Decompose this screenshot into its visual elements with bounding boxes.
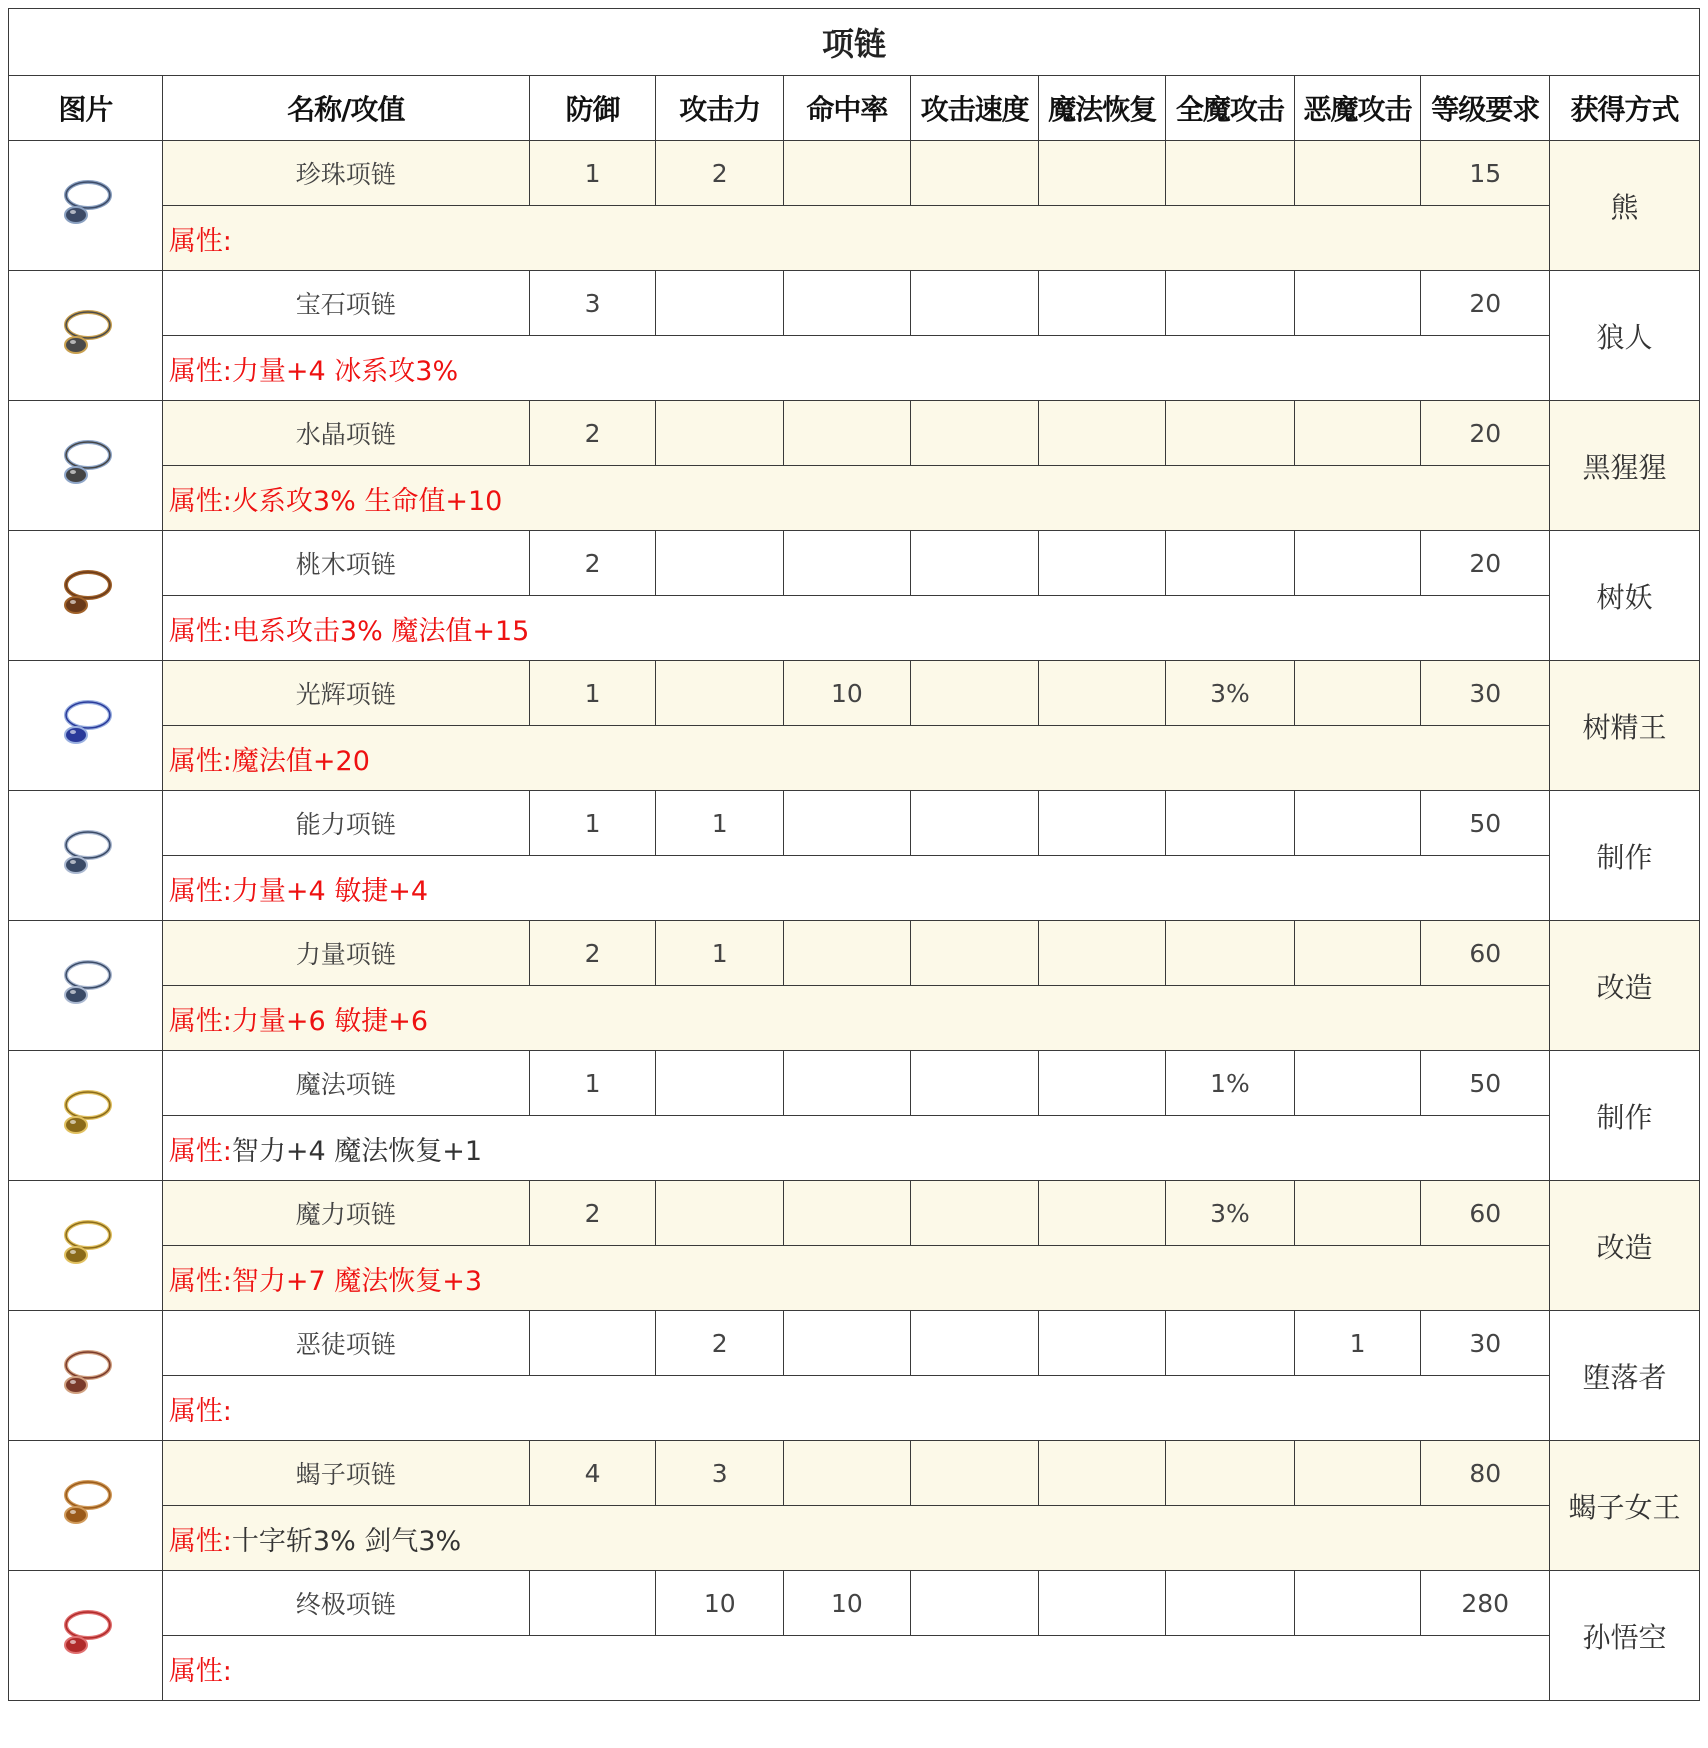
- cell-attack: [656, 1051, 784, 1116]
- cell-demon-attack: [1294, 1181, 1421, 1246]
- cell-defense: 2: [529, 401, 656, 466]
- table-row: [9, 1441, 1700, 1506]
- header-defense: 防御: [529, 76, 656, 141]
- item-source: 制作: [1550, 791, 1700, 921]
- cell-hit-rate: [784, 1311, 911, 1376]
- header-attack: 攻击力: [656, 76, 784, 141]
- attributes-label: 属性:: [168, 485, 232, 517]
- cell-defense: 2: [529, 1181, 656, 1246]
- cell-attack: 1: [656, 791, 784, 856]
- cell-defense: 1: [529, 1051, 656, 1116]
- table-row-attributes: [9, 1636, 1700, 1701]
- peachwood-necklace-icon: [50, 561, 120, 631]
- cell-all-magic-attack: [1166, 531, 1295, 596]
- header-source: 获得方式: [1550, 76, 1700, 141]
- item-picture-cell: [9, 921, 163, 1051]
- cell-hit-rate: 10: [784, 1571, 911, 1636]
- mana-necklace-icon: [50, 1211, 120, 1281]
- table-row-attributes: [9, 336, 1700, 401]
- attributes-label: 属性:: [168, 355, 232, 387]
- cell-level-req: 80: [1421, 1441, 1550, 1506]
- item-picture-cell: [9, 1051, 163, 1181]
- table-row: [9, 1311, 1700, 1376]
- magic-necklace-icon: [50, 1081, 120, 1151]
- cell-attack-speed: [910, 661, 1039, 726]
- attributes-value: 电系攻击3% 魔法值+15: [231, 615, 530, 647]
- villain-necklace-icon: [50, 1341, 120, 1411]
- attributes-label: 属性:: [168, 225, 232, 257]
- attributes-label: 属性:: [168, 615, 232, 647]
- table-title: 项链: [9, 9, 1700, 76]
- table-row: [9, 531, 1700, 596]
- cell-all-magic-attack: 3%: [1166, 661, 1295, 726]
- item-picture-cell: [9, 1441, 163, 1571]
- cell-hit-rate: [784, 1181, 911, 1246]
- table-row-attributes: [9, 206, 1700, 271]
- cell-mp-regen: [1039, 141, 1166, 206]
- cell-all-magic-attack: [1166, 271, 1295, 336]
- header-all-magic-attack: 全魔攻击: [1166, 76, 1295, 141]
- cell-defense: 4: [529, 1441, 656, 1506]
- header-mp-regen: 魔法恢复: [1039, 76, 1166, 141]
- cell-attack: [656, 401, 784, 466]
- cell-hit-rate: 10: [784, 661, 911, 726]
- cell-defense: [529, 1571, 656, 1636]
- item-picture-cell: [9, 401, 163, 531]
- table-row-attributes: [9, 1246, 1700, 1311]
- cell-all-magic-attack: [1166, 141, 1295, 206]
- cell-hit-rate: [784, 271, 911, 336]
- attributes-label: 属性:: [168, 1525, 232, 1557]
- item-name: 桃木项链: [162, 531, 529, 596]
- cell-defense: [529, 1311, 656, 1376]
- cell-attack: [656, 531, 784, 596]
- item-name: 珍珠项链: [162, 141, 529, 206]
- cell-attack: 10: [656, 1571, 784, 1636]
- item-source: 树妖: [1550, 531, 1700, 661]
- table-row: [9, 921, 1700, 986]
- cell-level-req: 60: [1421, 921, 1550, 986]
- cell-mp-regen: [1039, 791, 1166, 856]
- cell-defense: 2: [529, 531, 656, 596]
- cell-demon-attack: [1294, 531, 1421, 596]
- cell-level-req: 60: [1421, 1181, 1550, 1246]
- cell-demon-attack: [1294, 661, 1421, 726]
- table-row: [9, 791, 1700, 856]
- item-name: 力量项链: [162, 921, 529, 986]
- item-source: 改造: [1550, 921, 1700, 1051]
- cell-mp-regen: [1039, 531, 1166, 596]
- cell-hit-rate: [784, 141, 911, 206]
- cell-attack: 3: [656, 1441, 784, 1506]
- crystal-necklace-icon: [50, 431, 120, 501]
- cell-mp-regen: [1039, 1441, 1166, 1506]
- cell-attack-speed: [910, 401, 1039, 466]
- cell-level-req: 20: [1421, 401, 1550, 466]
- ultimate-necklace-icon: [50, 1601, 120, 1671]
- attributes-label: 属性:: [168, 1135, 232, 1167]
- cell-defense: 3: [529, 271, 656, 336]
- attributes-label: 属性:: [168, 1265, 232, 1297]
- item-attributes: [162, 1636, 1549, 1701]
- cell-all-magic-attack: [1166, 401, 1295, 466]
- attributes-value: 力量+4 冰系攻3%: [231, 355, 459, 387]
- item-name: 恶徒项链: [162, 1311, 529, 1376]
- cell-all-magic-attack: [1166, 921, 1295, 986]
- cell-defense: 1: [529, 661, 656, 726]
- cell-demon-attack: [1294, 1441, 1421, 1506]
- cell-attack-speed: [910, 1571, 1039, 1636]
- attributes-label: 属性:: [168, 1005, 232, 1037]
- cell-demon-attack: [1294, 141, 1421, 206]
- item-attributes: [162, 986, 1549, 1051]
- cell-attack-speed: [910, 271, 1039, 336]
- cell-hit-rate: [784, 1051, 911, 1116]
- item-source: 树精王: [1550, 661, 1700, 791]
- cell-attack: 2: [656, 1311, 784, 1376]
- cell-mp-regen: [1039, 1051, 1166, 1116]
- cell-hit-rate: [784, 401, 911, 466]
- item-attributes: [162, 206, 1549, 271]
- item-picture-cell: [9, 271, 163, 401]
- item-source: 孙悟空: [1550, 1571, 1700, 1701]
- cell-mp-regen: [1039, 271, 1166, 336]
- pearl-necklace-icon: [50, 171, 120, 241]
- cell-attack: [656, 661, 784, 726]
- item-name: 魔力项链: [162, 1181, 529, 1246]
- cell-level-req: 50: [1421, 791, 1550, 856]
- cell-attack: [656, 1181, 784, 1246]
- attributes-value: 十字斩3% 剑气3%: [231, 1525, 462, 1557]
- cell-demon-attack: [1294, 1571, 1421, 1636]
- table-row: [9, 401, 1700, 466]
- item-attributes: [162, 1376, 1549, 1441]
- cell-attack-speed: [910, 921, 1039, 986]
- cell-level-req: 30: [1421, 1311, 1550, 1376]
- item-attributes: [162, 1116, 1549, 1181]
- necklace-table: [8, 8, 1700, 1701]
- cell-hit-rate: [784, 791, 911, 856]
- cell-all-magic-attack: [1166, 1311, 1295, 1376]
- item-name: 蝎子项链: [162, 1441, 529, 1506]
- table-row-attributes: [9, 726, 1700, 791]
- cell-demon-attack: [1294, 1051, 1421, 1116]
- cell-hit-rate: [784, 531, 911, 596]
- attributes-label: 属性:: [168, 1395, 232, 1427]
- gem-necklace-icon: [50, 301, 120, 371]
- attributes-label: 属性:: [168, 745, 232, 777]
- item-attributes: [162, 1506, 1549, 1571]
- item-attributes: [162, 856, 1549, 921]
- item-picture-cell: [9, 1181, 163, 1311]
- cell-mp-regen: [1039, 1311, 1166, 1376]
- cell-attack: 1: [656, 921, 784, 986]
- item-name: 水晶项链: [162, 401, 529, 466]
- attributes-value: 力量+4 敏捷+4: [231, 875, 429, 907]
- cell-defense: 2: [529, 921, 656, 986]
- item-source: 改造: [1550, 1181, 1700, 1311]
- table-row-attributes: [9, 466, 1700, 531]
- cell-level-req: 15: [1421, 141, 1550, 206]
- header-picture: 图片: [9, 76, 163, 141]
- table-row: [9, 141, 1700, 206]
- cell-level-req: 30: [1421, 661, 1550, 726]
- cell-hit-rate: [784, 921, 911, 986]
- attributes-value: 力量+6 敏捷+6: [231, 1005, 429, 1037]
- cell-attack-speed: [910, 141, 1039, 206]
- cell-defense: 1: [529, 141, 656, 206]
- header-level-req: 等级要求: [1421, 76, 1550, 141]
- strength-necklace-icon: [50, 951, 120, 1021]
- table-row: [9, 1051, 1700, 1116]
- cell-defense: 1: [529, 791, 656, 856]
- table-row-attributes: [9, 1376, 1700, 1441]
- item-source: 黑猩猩: [1550, 401, 1700, 531]
- item-source: 蝎子女王: [1550, 1441, 1700, 1571]
- table-row: [9, 1571, 1700, 1636]
- header-attack-speed: 攻击速度: [910, 76, 1039, 141]
- header-name: 名称/攻值: [162, 76, 529, 141]
- header-row: [9, 76, 1700, 141]
- item-attributes: [162, 336, 1549, 401]
- ability-necklace-icon: [50, 821, 120, 891]
- cell-mp-regen: [1039, 661, 1166, 726]
- table-row-attributes: [9, 1506, 1700, 1571]
- table-row-attributes: [9, 596, 1700, 661]
- cell-attack-speed: [910, 1051, 1039, 1116]
- cell-all-magic-attack: 3%: [1166, 1181, 1295, 1246]
- radiant-necklace-icon: [50, 691, 120, 761]
- attributes-label: 属性:: [168, 1655, 232, 1687]
- item-attributes: [162, 1246, 1549, 1311]
- cell-attack-speed: [910, 531, 1039, 596]
- item-name: 能力项链: [162, 791, 529, 856]
- cell-attack: 2: [656, 141, 784, 206]
- cell-all-magic-attack: [1166, 1571, 1295, 1636]
- attributes-label: 属性:: [168, 875, 232, 907]
- scorpion-necklace-icon: [50, 1471, 120, 1541]
- cell-level-req: 20: [1421, 531, 1550, 596]
- cell-attack: [656, 271, 784, 336]
- cell-all-magic-attack: 1%: [1166, 1051, 1295, 1116]
- item-source: 堕落者: [1550, 1311, 1700, 1441]
- cell-demon-attack: 1: [1294, 1311, 1421, 1376]
- attributes-value: 智力+4 魔法恢复+1: [231, 1135, 483, 1167]
- item-name: 魔法项链: [162, 1051, 529, 1116]
- cell-hit-rate: [784, 1441, 911, 1506]
- cell-attack-speed: [910, 1441, 1039, 1506]
- cell-attack-speed: [910, 1181, 1039, 1246]
- cell-attack-speed: [910, 791, 1039, 856]
- cell-demon-attack: [1294, 271, 1421, 336]
- header-demon-attack: 恶魔攻击: [1294, 76, 1421, 141]
- cell-demon-attack: [1294, 401, 1421, 466]
- cell-demon-attack: [1294, 791, 1421, 856]
- table-row: [9, 271, 1700, 336]
- item-source: 熊: [1550, 141, 1700, 271]
- attributes-value: 智力+7 魔法恢复+3: [231, 1265, 483, 1297]
- item-picture-cell: [9, 531, 163, 661]
- cell-mp-regen: [1039, 921, 1166, 986]
- cell-mp-regen: [1039, 1571, 1166, 1636]
- item-name: 光辉项链: [162, 661, 529, 726]
- cell-demon-attack: [1294, 921, 1421, 986]
- cell-mp-regen: [1039, 401, 1166, 466]
- attributes-value: 火系攻3% 生命值+10: [231, 485, 503, 517]
- cell-level-req: 20: [1421, 271, 1550, 336]
- item-source: 狼人: [1550, 271, 1700, 401]
- item-picture-cell: [9, 1311, 163, 1441]
- table-row: [9, 1181, 1700, 1246]
- cell-level-req: 50: [1421, 1051, 1550, 1116]
- cell-attack-speed: [910, 1311, 1039, 1376]
- item-attributes: [162, 596, 1549, 661]
- item-name: 终极项链: [162, 1571, 529, 1636]
- item-picture-cell: [9, 1571, 163, 1701]
- table-row-attributes: [9, 986, 1700, 1051]
- item-name: 宝石项链: [162, 271, 529, 336]
- cell-level-req: 280: [1421, 1571, 1550, 1636]
- item-attributes: [162, 726, 1549, 791]
- item-picture-cell: [9, 141, 163, 271]
- item-picture-cell: [9, 791, 163, 921]
- cell-mp-regen: [1039, 1181, 1166, 1246]
- table-row: [9, 661, 1700, 726]
- attributes-value: 魔法值+20: [231, 745, 370, 777]
- table-row-attributes: [9, 856, 1700, 921]
- necklace-table-wrapper: [8, 8, 1700, 1701]
- table-row-attributes: [9, 1116, 1700, 1181]
- cell-all-magic-attack: [1166, 791, 1295, 856]
- cell-all-magic-attack: [1166, 1441, 1295, 1506]
- header-hit-rate: 命中率: [784, 76, 911, 141]
- item-source: 制作: [1550, 1051, 1700, 1181]
- item-attributes: [162, 466, 1549, 531]
- item-picture-cell: [9, 661, 163, 791]
